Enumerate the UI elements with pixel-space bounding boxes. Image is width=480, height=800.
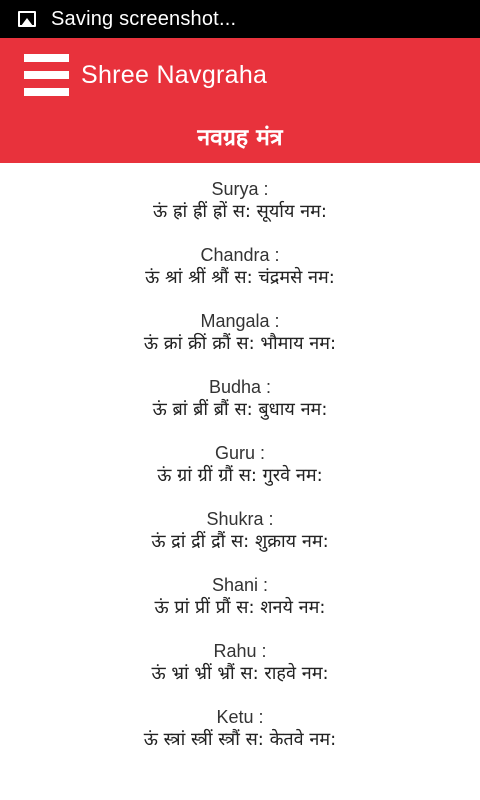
list-item (0, 640, 480, 706)
list-item (0, 310, 480, 376)
planet-name: Shani : (211, 575, 269, 595)
mantra-text: ऊं ब्रां ब्रीं ब्रौं स: बुधाय नम: (152, 399, 328, 420)
planet-name: Chandra : (200, 245, 280, 265)
mantra-text: ऊं प्रां प्रीं प्रौं स: शनये नम: (154, 597, 326, 618)
planet-name: Rahu : (213, 641, 267, 661)
mantra-text: ऊं स्त्रां स्त्रीं स्त्रौं स: केतवे नम: (143, 729, 337, 750)
toolbar (0, 38, 480, 112)
section-title: नवग्रह मंत्र (197, 125, 283, 151)
list-item (0, 508, 480, 574)
mantra-text: ऊं ग्रां ग्रीं ग्रौं स: गुरवे नम: (157, 465, 323, 486)
status-notification-text: Saving screenshot... (51, 7, 237, 30)
planet-name: Shukra : (206, 509, 274, 529)
planet-name: Guru : (214, 443, 266, 463)
mantra-list (0, 163, 480, 772)
planet-name: Surya : (211, 179, 269, 199)
list-item (0, 376, 480, 442)
mantra-text: ऊं द्रां द्रीं द्रौं स: शुक्राय नम: (151, 531, 329, 552)
list-item (0, 178, 480, 244)
hamburger-menu-icon[interactable] (24, 54, 69, 96)
app-title: Shree Navgraha (81, 60, 268, 89)
planet-name: Mangala : (200, 311, 280, 331)
planet-name: Ketu : (216, 707, 264, 727)
mantra-text: ऊं भ्रां भ्रीं भ्रौं स: राहवे नम: (151, 663, 329, 684)
mantra-text: ऊं क्रां क्रीं क्रौं स: भौमाय नम: (143, 333, 337, 354)
image-icon (18, 11, 36, 27)
mantra-text: ऊं ह्रां ह्रीं ह्रों स: सूर्याय नम: (153, 201, 327, 222)
list-item (0, 574, 480, 640)
list-item (0, 706, 480, 772)
planet-name: Budha : (208, 377, 272, 397)
status-bar (0, 0, 480, 38)
app-bar (0, 38, 480, 163)
list-item (0, 442, 480, 508)
list-item (0, 244, 480, 310)
mantra-text: ऊं श्रां श्रीं श्रौं स: चंद्रमसे नम: (145, 267, 335, 288)
